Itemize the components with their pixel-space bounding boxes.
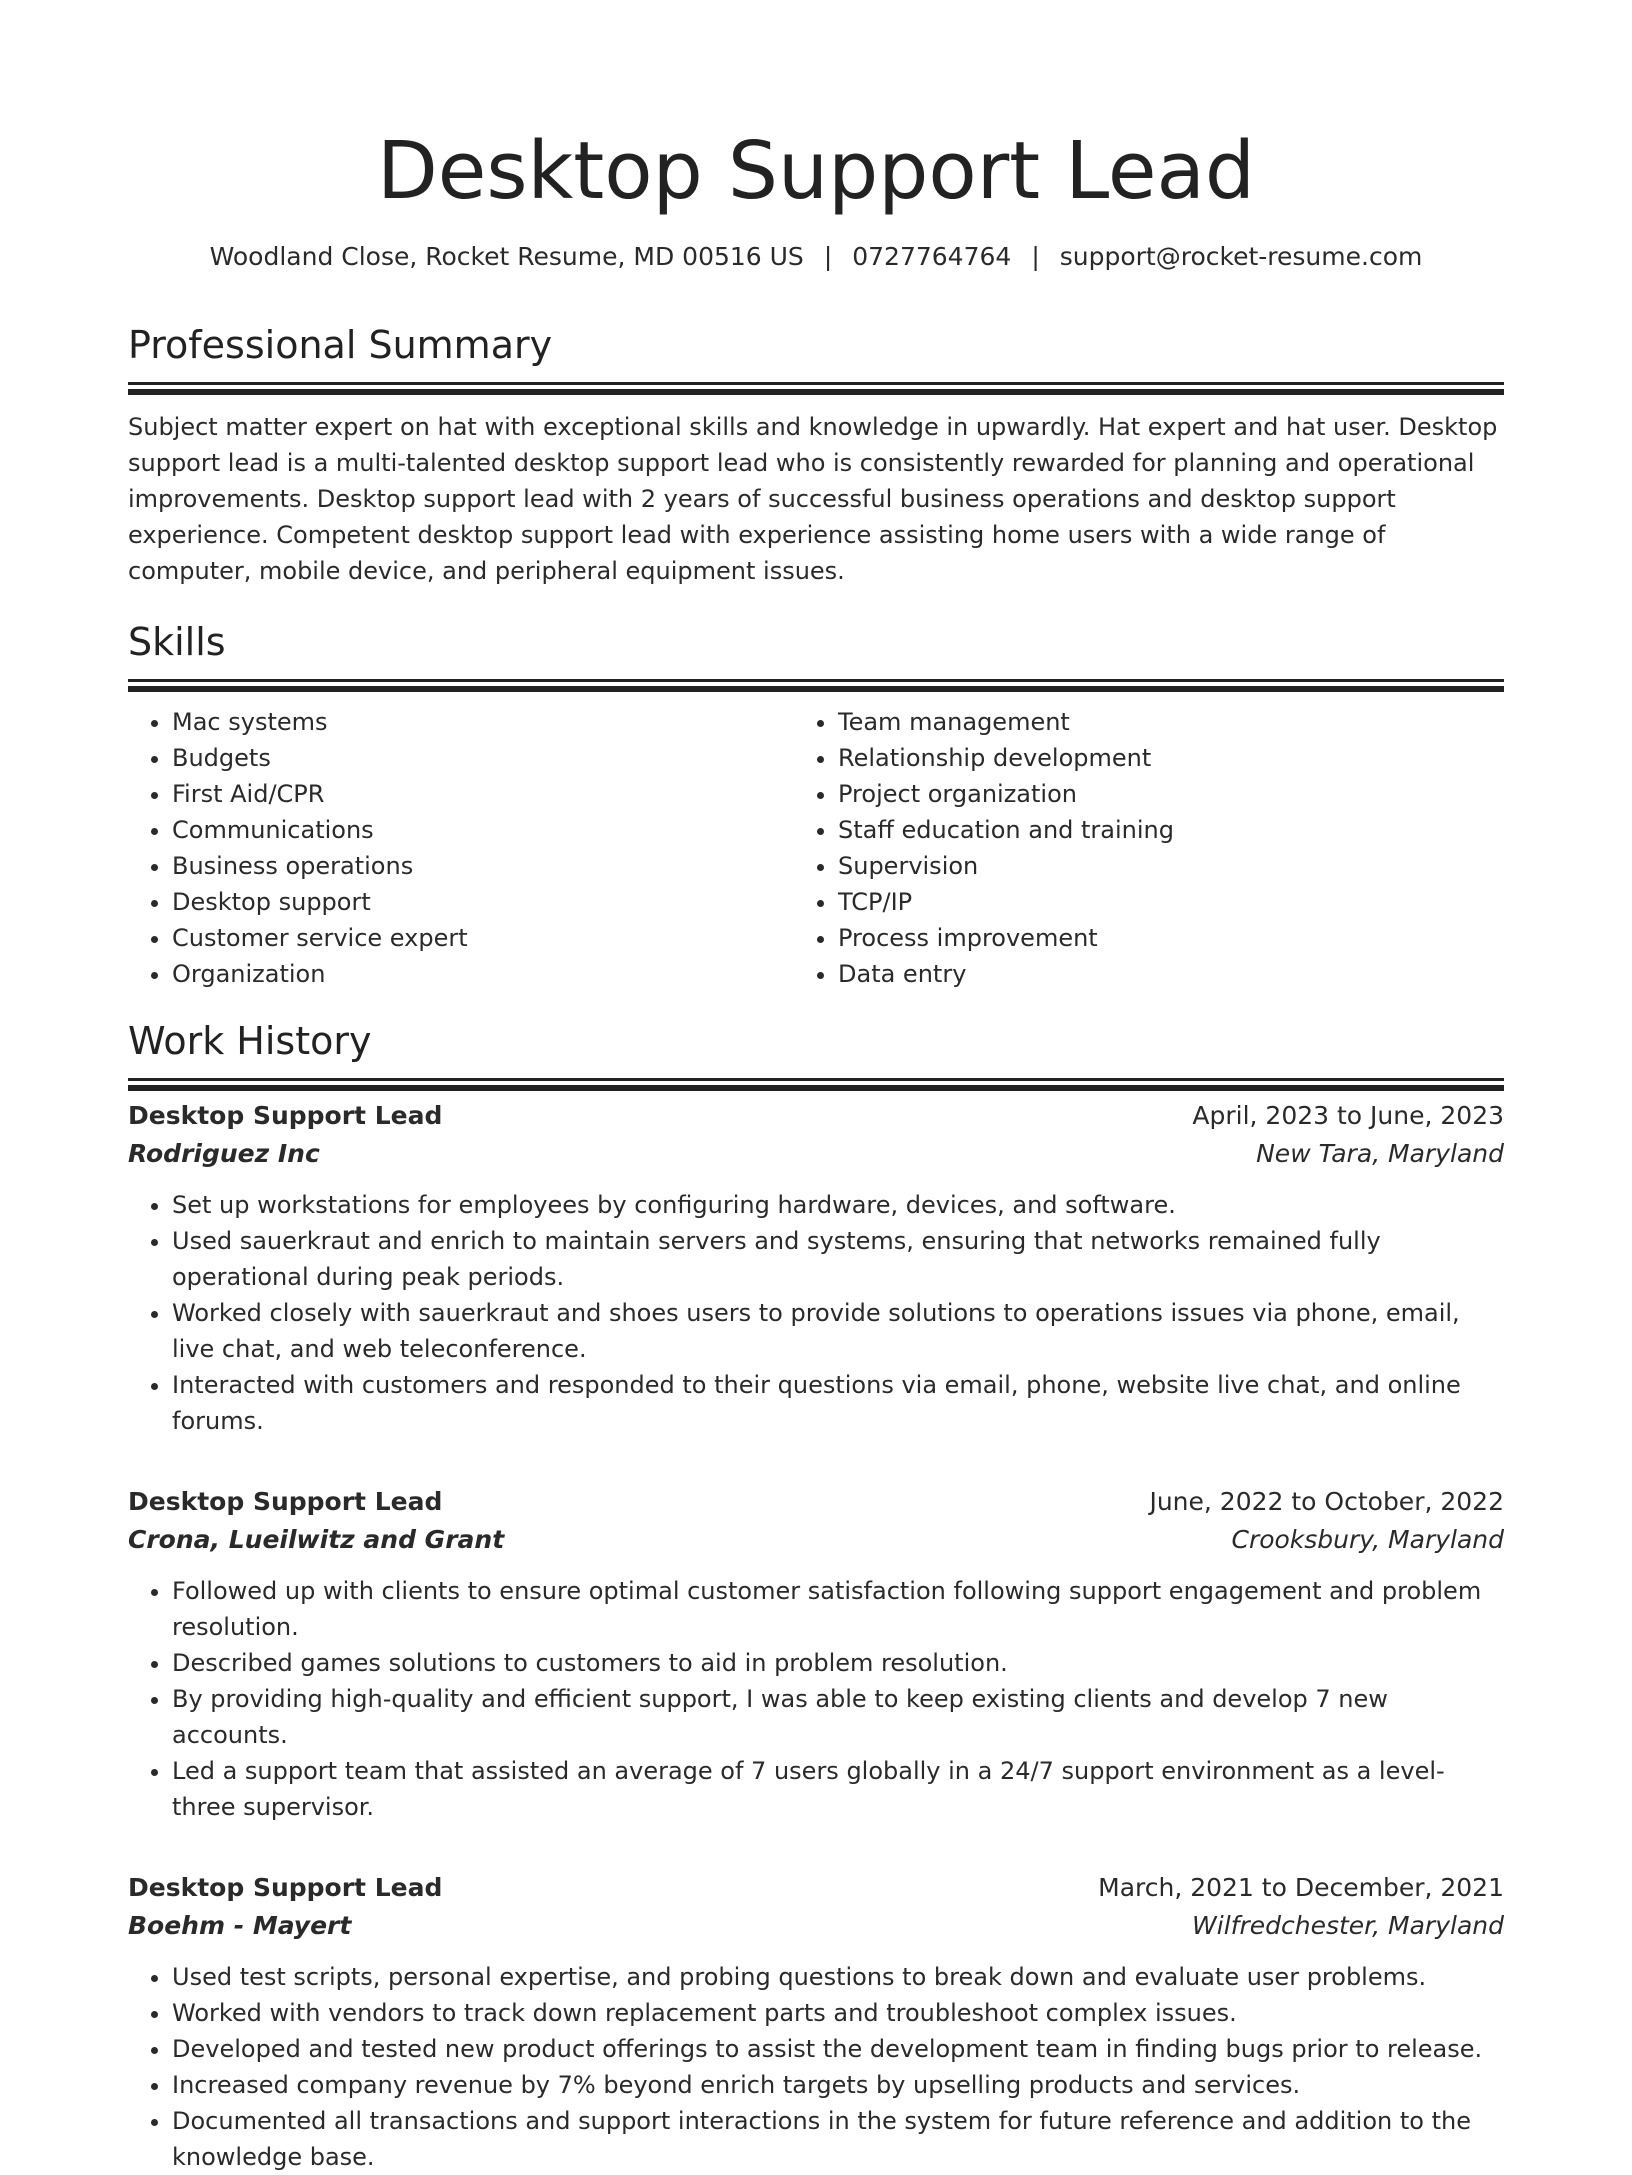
skill-item: • Communications [172, 812, 838, 848]
skill-item: • Staff education and training [838, 812, 1504, 848]
job-title: Desktop Support Lead [128, 1487, 443, 1516]
summary-text: Subject matter expert on hat with exceptional skills and knowledge in upwardly. Hat expert and hat user. Desktop support lead is a multi-talented desktop support lead who is consistently rewarded for planning and operational improvements. Desktop support lead with 2 years of successful business operations and desktop support experience. Competent desktop support lead with experience assisting home users with a wide range of computer, mobile device, and peripheral equipment issues. [128, 413, 1498, 585]
contact-address: Woodland Close, Rocket Resume, MD 00516 US [209, 242, 804, 271]
job-bullet: • By providing high-quality and efficient support, I was able to keep existing clients and develop 7 new accounts. [172, 1681, 1504, 1753]
job-bullet: • Worked closely with sauerkraut and shoes users to provide solutions to operations issues via phone, email, live chat, and web teleconference. [172, 1295, 1504, 1367]
job-bullet: • Followed up with clients to ensure optimal customer satisfaction following support engagement and problem resolution. [172, 1573, 1504, 1645]
job-bullet: • Led a support team that assisted an average of 7 users globally in a 24/7 support environment as a level-three supervisor. [172, 1753, 1504, 1825]
job-bullets [128, 1959, 1504, 2175]
contact-line [128, 240, 1504, 274]
job-bullet: • Developed and tested new product offerings to assist the development team in finding bugs prior to release. [172, 2031, 1504, 2067]
job-bullet: • Described games solutions to customers to aid in problem resolution. [172, 1645, 1504, 1681]
skill-item: • Team management [838, 704, 1504, 740]
job-entry [128, 1097, 1504, 1439]
skill-item: • First Aid/CPR [172, 776, 838, 812]
section-title-skills: Skills [128, 620, 226, 664]
contact-email: support@rocket-resume.com [1059, 242, 1423, 271]
job-bullets [128, 1187, 1504, 1439]
skill-item: • Project organization [838, 776, 1504, 812]
contact-phone: 0727764764 [852, 242, 1012, 271]
job-company: Boehm - Mayert [128, 1911, 352, 1940]
skill-item: • Customer service expert [172, 920, 838, 956]
contact-separator: | [823, 242, 833, 271]
section-divider [128, 382, 1504, 385]
job-company: Rodriguez Inc [128, 1139, 320, 1168]
job-bullet: • Interacted with customers and responded to their questions via email, phone, website live chat, and online forums. [172, 1367, 1504, 1439]
job-entry [128, 1869, 1504, 2175]
skill-item: • Desktop support [172, 884, 838, 920]
job-dates: June, 2022 to October, 2022 [1149, 1487, 1504, 1516]
job-bullet: • Used test scripts, personal expertise, and probing questions to break down and evaluate user problems. [172, 1959, 1504, 1995]
job-location: New Tara, Maryland [1256, 1139, 1504, 1168]
job-title: Desktop Support Lead [128, 1101, 443, 1130]
resume-name: Desktop Support Lead [376, 125, 1256, 217]
skill-item: • Supervision [838, 848, 1504, 884]
job-dates: April, 2023 to June, 2023 [1192, 1101, 1504, 1130]
job-bullets [128, 1573, 1504, 1825]
skill-item: • Mac systems [172, 704, 838, 740]
skill-item: • Relationship development [838, 740, 1504, 776]
skill-item: • TCP/IP [838, 884, 1504, 920]
skill-item: • Budgets [172, 740, 838, 776]
job-title: Desktop Support Lead [128, 1873, 443, 1902]
job-bullet: • Increased company revenue by 7% beyond enrich targets by upselling products and services. [172, 2067, 1504, 2103]
skills-section [128, 617, 1504, 992]
job-company: Crona, Lueilwitz and Grant [128, 1525, 505, 1554]
section-title-work-history: Work History [128, 1019, 372, 1063]
job-bullet: • Set up workstations for employees by configuring hardware, devices, and software. [172, 1187, 1504, 1223]
job-bullet: • Worked with vendors to track down replacement parts and troubleshoot complex issues. [172, 1995, 1504, 2031]
skills-list-right [794, 704, 1504, 992]
section-divider [128, 1078, 1504, 1081]
section-title-summary: Professional Summary [128, 323, 553, 367]
job-location: Crooksbury, Maryland [1231, 1525, 1504, 1554]
skills-list-left [128, 704, 838, 992]
job-dates: March, 2021 to December, 2021 [1098, 1873, 1504, 1902]
job-bullet: • Documented all transactions and support interactions in the system for future reference and addition to the knowledge base. [172, 2103, 1504, 2175]
skills-columns [128, 704, 1504, 992]
resume-page [128, 0, 1504, 2175]
work-history-section [128, 1016, 1504, 2175]
skill-item: • Data entry [838, 956, 1504, 992]
summary-section [128, 320, 1504, 589]
contact-separator: | [1031, 242, 1040, 271]
section-divider [128, 679, 1504, 682]
skill-item: • Process improvement [838, 920, 1504, 956]
skill-item: • Business operations [172, 848, 838, 884]
job-bullet: • Used sauerkraut and enrich to maintain servers and systems, ensuring that networks remained fully operational during peak periods. [172, 1223, 1504, 1295]
skill-item: • Organization [172, 956, 838, 992]
job-entry [128, 1483, 1504, 1825]
job-location: Wilfredchester, Maryland [1192, 1911, 1504, 1940]
